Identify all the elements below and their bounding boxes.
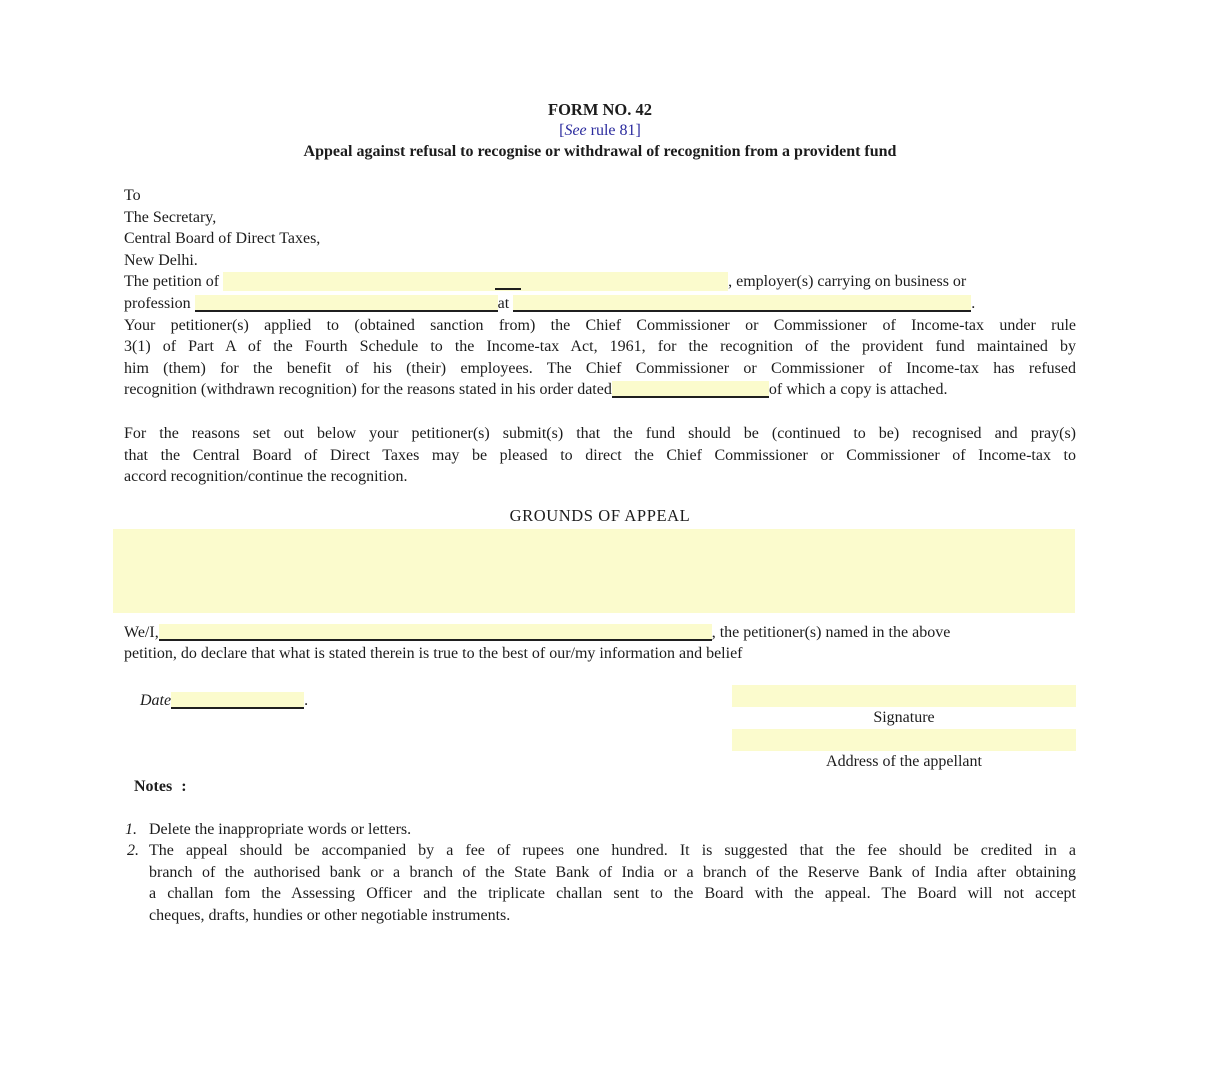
petition-line2-period: . [971, 294, 976, 312]
paragraph2-line2: that the Central Board of Direct Taxes may be pleased to direct the Chief Commissioner or Commissioner of Income-tax to [124, 446, 1076, 464]
form-number-title: FORM NO. 42 [547, 100, 653, 119]
note2-line4: cheques, drafts, hundies or other negotiable instruments. [149, 906, 511, 924]
paragraph1-line1: Your petitioner(s) applied to (obtained sanction from) the Chief Commissioner or Commissioner of Income-tax under rule [124, 316, 1076, 334]
note-item-1 [124, 819, 1076, 841]
paragraph1-line3: him (them) for the benefit of his (their) employees. The Chief Commissioner or Commissioner of Income-tax has refused [124, 359, 1076, 377]
paragraph2-line1: For the reasons set out below your petitioner(s) submit(s) that the fund should be (continued to be) recognised and pray(s) [124, 424, 1076, 442]
petition-line1-suffix: , employer(s) carrying on business or [728, 273, 967, 291]
declaration-line1 [124, 622, 1076, 644]
petition-line2-prefix: profession [124, 294, 191, 312]
date-period: . [304, 691, 309, 709]
appellant-address-label: Address of the appellant [826, 752, 982, 770]
date-cell [124, 685, 308, 712]
form-title: Appeal against refusal to recognise or withdrawal of recognition from a provident fund [303, 143, 897, 160]
signature-field[interactable] [732, 685, 1076, 707]
form-header [124, 99, 1076, 163]
addressee-line-board: Central Board of Direct Taxes, [124, 230, 321, 248]
paragraph-application [124, 315, 1076, 401]
rule-ref-rest: rule 81] [586, 122, 641, 139]
note1-number: 1. [125, 820, 137, 838]
paragraph-prayer [124, 423, 1076, 488]
date-label: Date [140, 691, 172, 709]
addressee-block [124, 185, 1076, 271]
note-item-2 [124, 840, 1076, 926]
note2-number: 2. [127, 842, 139, 860]
declaration-after-blank: , the petitioner(s) named in the above [711, 623, 951, 641]
rule-ref-see: See [564, 122, 587, 139]
paragraph1-line2: 3(1) of Part A of the Fourth Schedule to the Income-tax Act, 1961, for the recognition of the provident fund maintained by [124, 338, 1076, 356]
profession-field[interactable] [195, 295, 498, 312]
notes-heading-colon: : [181, 777, 187, 795]
addressee-line-to: To [124, 187, 141, 204]
notes-heading [124, 776, 1076, 798]
notes-heading-word: Notes [134, 777, 173, 795]
appellant-address-field[interactable] [732, 729, 1076, 751]
paragraph2-line3: accord recognition/continue the recognition. [124, 468, 408, 486]
petition-line-2 [124, 293, 1076, 315]
petition-line-1 [124, 271, 1076, 293]
note2-line2: branch of the authorised bank or a branch of the State Bank of India or a branch of the Reserve Bank of India after obtaining [149, 863, 1076, 881]
form-content [124, 0, 1076, 926]
place-field[interactable] [513, 295, 971, 312]
paragraph1-line4-before: recognition (withdrawn recognition) for the reasons stated in his order dated [124, 381, 612, 399]
petition-line1-prefix: The petition of [124, 273, 220, 291]
order-date-field[interactable] [612, 381, 769, 398]
addressee-line-secretary: The Secretary, [124, 208, 217, 226]
signature-column [732, 685, 1076, 773]
rule-reference [124, 120, 1076, 141]
paragraph1-line4 [124, 379, 1076, 401]
blank-mark [495, 288, 521, 290]
paragraph1-line4-after: of which a copy is attached. [768, 381, 948, 399]
note1-text: Delete the inappropriate words or letters. [149, 820, 412, 838]
signature-label: Signature [873, 708, 935, 726]
grounds-heading: GROUNDS OF APPEAL [509, 505, 691, 525]
note2-line1: The appeal should be accompanied by a fee of rupees one hundred. It is suggested that the fee should be credited in a [149, 842, 1076, 860]
date-field[interactable] [171, 692, 304, 709]
petition-line2-at: at [497, 294, 510, 312]
declaration-block [124, 622, 1076, 665]
note2-line3: a challan fom the Assessing Officer and the triplicate challan sent to the Board with the appeal. The Board will not accept [149, 885, 1076, 903]
grounds-of-appeal-field[interactable] [113, 529, 1075, 613]
declarant-name-field[interactable] [159, 624, 712, 641]
declaration-prefix: We/I, [124, 623, 159, 641]
notes-list [124, 819, 1076, 927]
petitioner-name-field[interactable] [223, 272, 728, 291]
signing-row [124, 685, 1076, 773]
declaration-line2: petition, do declare that what is stated therein is true to the best of our/my information and belief [124, 645, 743, 663]
rule-ref-bracket-open: [ [559, 122, 565, 139]
addressee-line-city: New Delhi. [124, 251, 198, 269]
